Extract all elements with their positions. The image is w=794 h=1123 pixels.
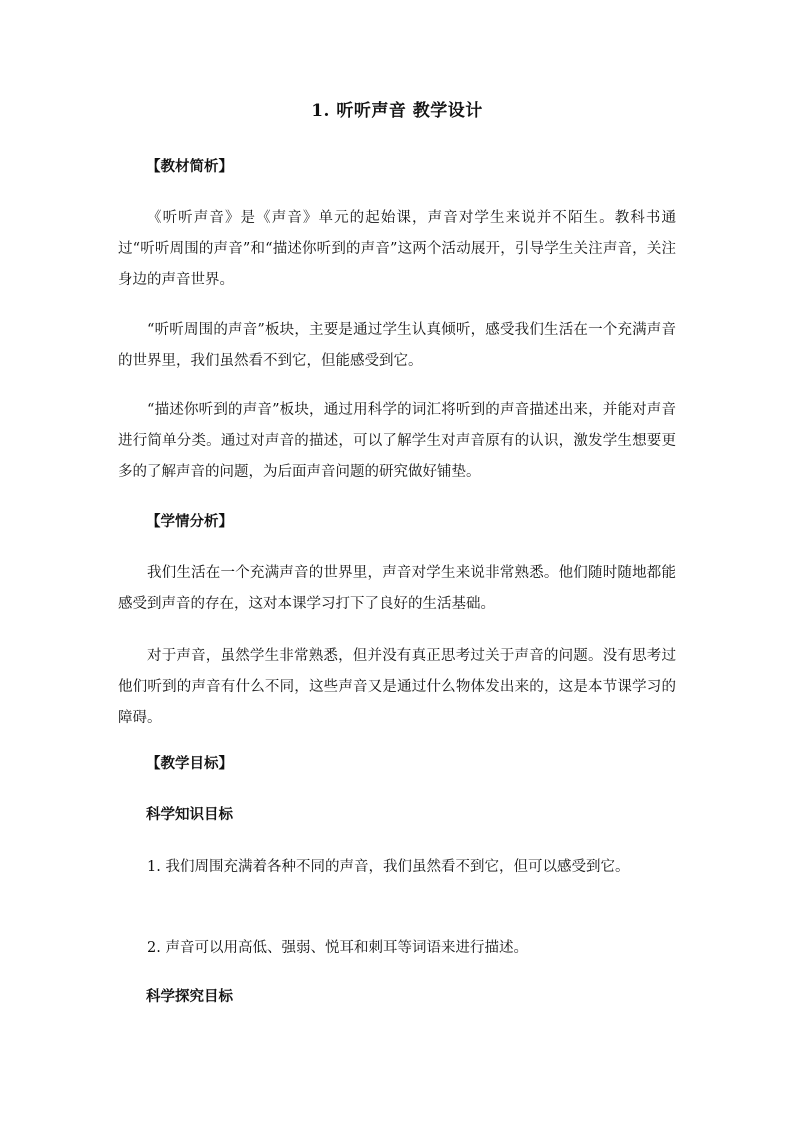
- paragraph-student-2: 对于声音，虽然学生非常熟悉，但并没有真正思考过关于声音的问题。没有思考过他们听到的声音有什么不同，这些声音又是通过什么物体发出来的，这是本节课学习的障碍。: [118, 648, 676, 726]
- document-title: 1. 听听声音 教学设计: [311, 101, 483, 121]
- paragraph-student-1: 我们生活在一个充满声音的世界里，声音对学生来说非常熟悉。他们随时随地都能感受到声音的存在，这对本课学习打下了良好的生活基础。: [118, 565, 676, 612]
- section-heading-student-analysis: 【学情分析】: [146, 513, 233, 530]
- section-heading-teaching-goals: 【教学目标】: [146, 755, 233, 772]
- paragraph-goal-1: 1. 我们周围充满着各种不同的声音，我们虽然看不到它，但可以感受到它。: [147, 859, 630, 875]
- paragraph-goal-2: 2. 声音可以用高低、强弱、悦耳和刺耳等词语来进行描述。: [147, 940, 528, 956]
- paragraph-textbook-3: “描述你听到的声音”板块，通过用科学的词汇将听到的声音描述出来，并能对声音进行简单分类。通过对声音的描述，可以了解学生对声音原有的认识，激发学生想要更多的了解声音的问题，为后面声音问题的研究做好铺垫。: [118, 402, 676, 480]
- section-heading-textbook-analysis: 【教材简析】: [146, 158, 233, 175]
- subheading-science-knowledge: 科学知识目标: [146, 806, 233, 823]
- paragraph-textbook-1: 《听听声音》是《声音》单元的起始课，声音对学生来说并不陌生。教科书通过“听听周围的声音”和“描述你听到的声音”这两个活动展开，引导学生关注声音，关注身边的声音世界。: [118, 210, 676, 288]
- subheading-science-inquiry: 科学探究目标: [146, 988, 233, 1005]
- paragraph-textbook-2: “听听周围的声音”板块，主要是通过学生认真倾听，感受我们生活在一个充满声音的世界里，我们虽然看不到它，但能感受到它。: [118, 322, 676, 369]
